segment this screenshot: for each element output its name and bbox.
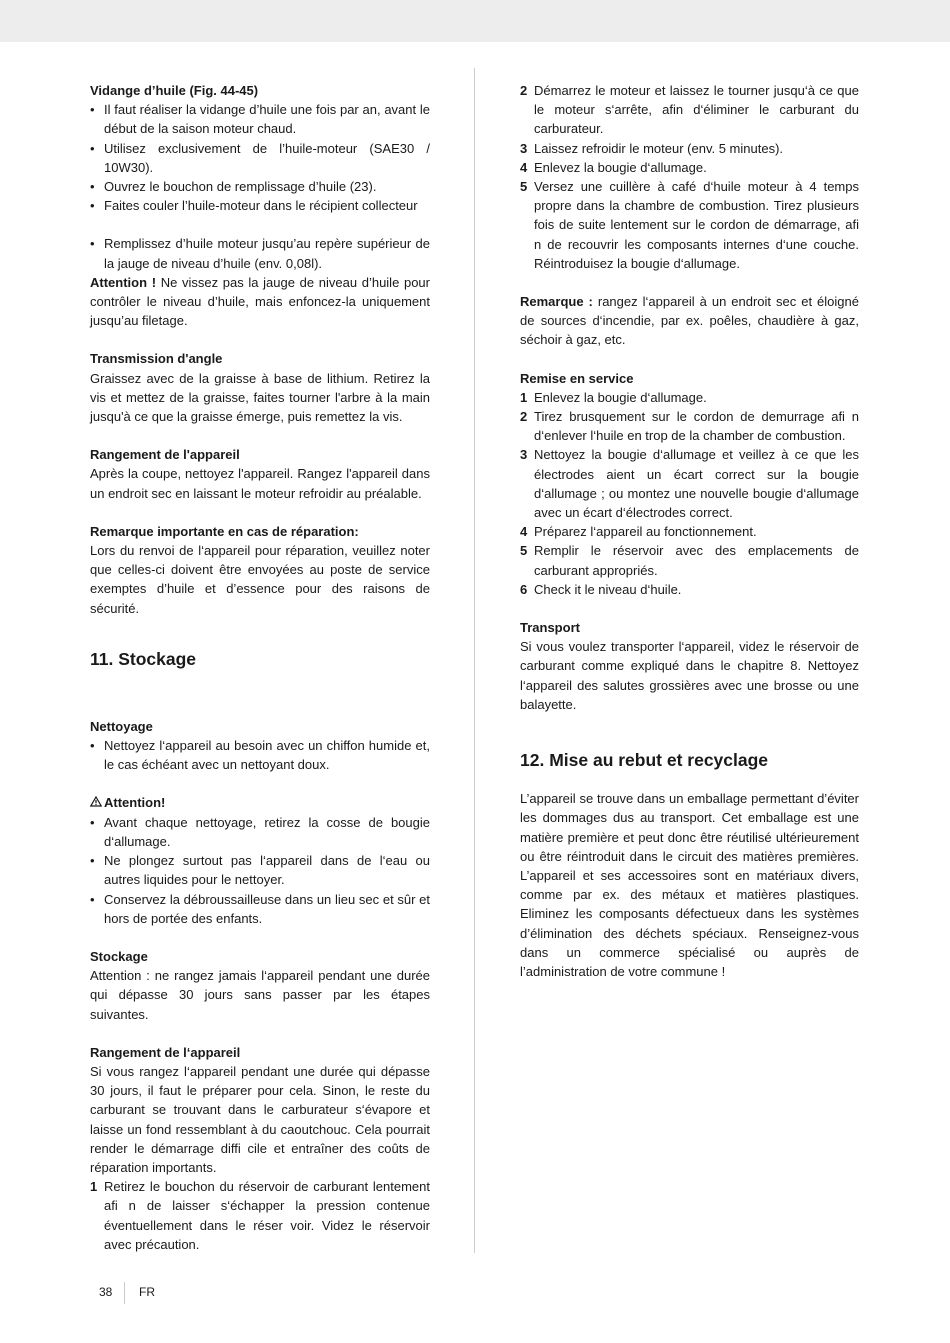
vidange-fill-list <box>90 234 430 272</box>
attention-text: Ne vissez pas la jauge de niveau d’huile pour contrôler le niveau d’huile, mais enfoncez-la uniquement jusqu’au filetage. <box>90 274 430 329</box>
list-item: • Ouvrez le bouchon de remplissage d’huile (23). <box>90 177 430 196</box>
language-code: FR <box>139 1285 155 1299</box>
step-number: 2 <box>520 83 528 98</box>
step-item <box>520 445 859 522</box>
step-number: 4 <box>520 159 528 175</box>
step-text: Démarrez le moteur et laissez le tourner jusqu‘à ce que le moteur s‘arrête, afin d‘éliminer le carburant du carburateur. <box>534 83 859 137</box>
right-column <box>520 81 859 981</box>
step-text: Enlevez la bougie d‘allumage. <box>534 389 707 405</box>
attention-title: Attention! <box>104 795 166 811</box>
list-item: • Utilisez exclusivement de l’huile-moteur (SAE30 / 10W30). <box>90 139 430 177</box>
step-number: 6 <box>520 581 528 597</box>
remarque-text: rangez l‘appareil à un endroit sec et éloigné de sources d‘incendie, par ex. poêles, chaudière à gaz, séchoir à gaz, etc. <box>520 294 859 348</box>
step-text: Retirez le bouchon du réservoir de carburant lentement afi n de laisser s‘échapper la pression contenue éventuellement dans le réser voir. Videz le réservoir avec précaution. <box>104 1179 430 1252</box>
step-item <box>520 522 859 541</box>
nettoyage-list <box>90 736 430 774</box>
section-11-title: 11. Stockage <box>90 648 197 669</box>
remise-heading: Remise en service <box>520 370 634 386</box>
column-divider <box>474 68 475 1253</box>
step-text: Check it le niveau d‘huile. <box>534 581 682 597</box>
step-item <box>520 580 859 599</box>
step-text: Versez une cuillère à café d‘huile moteur à 4 temps propre dans la chambre de combustion. Tirez plusieurs fois de suite lentement sur le cordon de démarrage, afi n de recouvrir les composants internes d‘une couche. Réintroduisez la bougie d‘allumage. <box>534 179 859 271</box>
transmission-text: Graissez avec de la graisse à base de lithium. Retirez la vis et mettez de la graisse, faites tourner l'arbre à la main jusqu'à ce que la graisse émerge, puis remettez la vis. <box>90 370 430 425</box>
remarque-paragraph <box>520 292 859 350</box>
list-item: • Avant chaque nettoyage, retirez la cosse de bougie d‘allumage. <box>90 813 430 851</box>
step-text: Laissez refroidir le moteur (env. 5 minutes). <box>534 140 784 156</box>
step-text: Remplir le réservoir avec des emplacements de carburant appropriés. <box>534 543 859 578</box>
attention-heading <box>90 793 430 812</box>
rangement-heading: Rangement de l'appareil <box>90 447 240 463</box>
step-text: Nettoyez la bougie d‘allumage et veillez à ce que les électrodes aient un écart correct sur la bougie d‘allumage ; ou montez une nouvelle bougie d‘allumage avec un écart d‘électrodes correct. <box>534 447 859 521</box>
vidange-heading: Vidange d’huile (Fig. 44-45) <box>90 83 259 98</box>
remarque-label: Remarque : <box>520 294 593 310</box>
rebut-text: L’appareil se trouve dans un emballage permettant d’éviter les dommages dus au transport. Cet emballage est une matière première et peut donc être réutilisé ultérieurement ou être réintroduit dans le circuit des matières premières. L’appareil et ses accessoires sont en matériaux divers, comme par ex. des métaux et matières plastiques. Eliminez les composants défectueux dans les systèmes d’élimination des déchets spéciaux. Renseignez-vous dans un commerce spécialisé ou auprès de l’administration de votre commune ! <box>520 791 859 979</box>
step-text: Tirez brusquement sur le cordon de demurrage afi n d‘enlever l‘huile en trop de la chamber de combustion. <box>534 409 859 444</box>
page-number: 38 <box>99 1285 113 1299</box>
rangement2-heading: Rangement de l‘appareil <box>90 1044 241 1060</box>
transport-text: Si vous voulez transporter l‘appareil, videz le réservoir de carburant comme expliqué dans le chapitre 8. Nettoyez l‘appareil des salutes grossières avec une brosse ou une balayette. <box>520 639 859 712</box>
list-item: • Conservez la débroussailleuse dans un lieu sec et sûr et hors de portée des enfants. <box>90 890 430 928</box>
remarque-importante-text: Lors du renvoi de l‘appareil pour réparation, veuillez noter que celles-ci doivent être envoyées au poste de service exemptes d’huile et d’essence pour des raisons de sécurité. <box>90 543 430 616</box>
step-item <box>520 158 859 177</box>
list-item: • Remplissez d’huile moteur jusqu’au repère supérieur de la jauge de niveau d’huile (env. 0,08l). <box>90 234 430 272</box>
transport-heading: Transport <box>520 620 580 636</box>
nettoyage-heading: Nettoyage <box>90 718 153 734</box>
steps-continued <box>520 81 859 273</box>
step-text: Enlevez la bougie d‘allumage. <box>534 159 707 175</box>
rangement2-text: Si vous rangez l‘appareil pendant une durée qui dépasse 30 jours, il faut le préparer pour cela. Sinon, le reste du carburant se trouvant dans le carburateur s‘évapore et laisse un fond ressemblant à du caoutchouc. Cela pourrait render le démarrage diffi cile et entraîner des coûts de réparation importants. <box>90 1063 430 1175</box>
stockage-text: Attention : ne rangez jamais l‘appareil pendant une durée qui dépasse 30 jours sans passer par les étapes suivantes. <box>90 968 430 1022</box>
rangement-text: Après la coupe, nettoyez l'appareil. Rangez l'appareil dans un endroit sec en laissant le moteur refroidir au préalable. <box>90 466 430 501</box>
step-number: 5 <box>520 543 528 559</box>
attention-list <box>90 813 430 928</box>
transmission-heading: Transmission d'angle <box>90 351 223 367</box>
list-item: • Ne plongez surtout pas l‘appareil dans de l‘eau ou autres liquides pour le nettoyer. <box>90 851 430 889</box>
step-number: 1 <box>90 1179 98 1195</box>
step-item <box>520 81 859 139</box>
step-item <box>520 139 859 158</box>
top-bar <box>0 0 950 42</box>
vidange-list <box>90 100 430 215</box>
step-text: Préparez l‘appareil au fonctionnement. <box>534 524 757 540</box>
step-number: 3 <box>520 447 528 463</box>
warning-triangle-icon <box>90 793 104 812</box>
rangement2-steps <box>90 1177 430 1254</box>
vidange-attention <box>90 273 430 331</box>
step-item <box>520 407 859 445</box>
list-item: • Faites couler l’huile-moteur dans le récipient collecteur <box>90 196 430 215</box>
stockage-heading: Stockage <box>90 948 148 964</box>
step-number: 2 <box>520 409 528 425</box>
step-item <box>520 388 859 407</box>
step-number: 4 <box>520 524 528 540</box>
step-item <box>520 177 859 273</box>
step-item <box>520 541 859 579</box>
section-12-title: 12. Mise au rebut et recyclage <box>520 750 769 771</box>
list-item: • Il faut réaliser la vidange d’huile une fois par an, avant le début de la saison moteur chaud. <box>90 100 430 138</box>
step-item <box>90 1177 430 1254</box>
step-number: 5 <box>520 179 528 195</box>
list-item: • Nettoyez l‘appareil au besoin avec un chiffon humide et, le cas échéant avec un nettoyant doux. <box>90 736 430 774</box>
footer-divider <box>124 1282 125 1304</box>
attention-label: Attention ! <box>90 274 157 290</box>
remise-steps <box>520 388 859 599</box>
step-number: 1 <box>520 389 528 405</box>
remarque-importante-heading: Remarque importante en cas de réparation: <box>90 523 359 539</box>
left-column <box>90 81 430 1254</box>
step-number: 3 <box>520 140 528 156</box>
